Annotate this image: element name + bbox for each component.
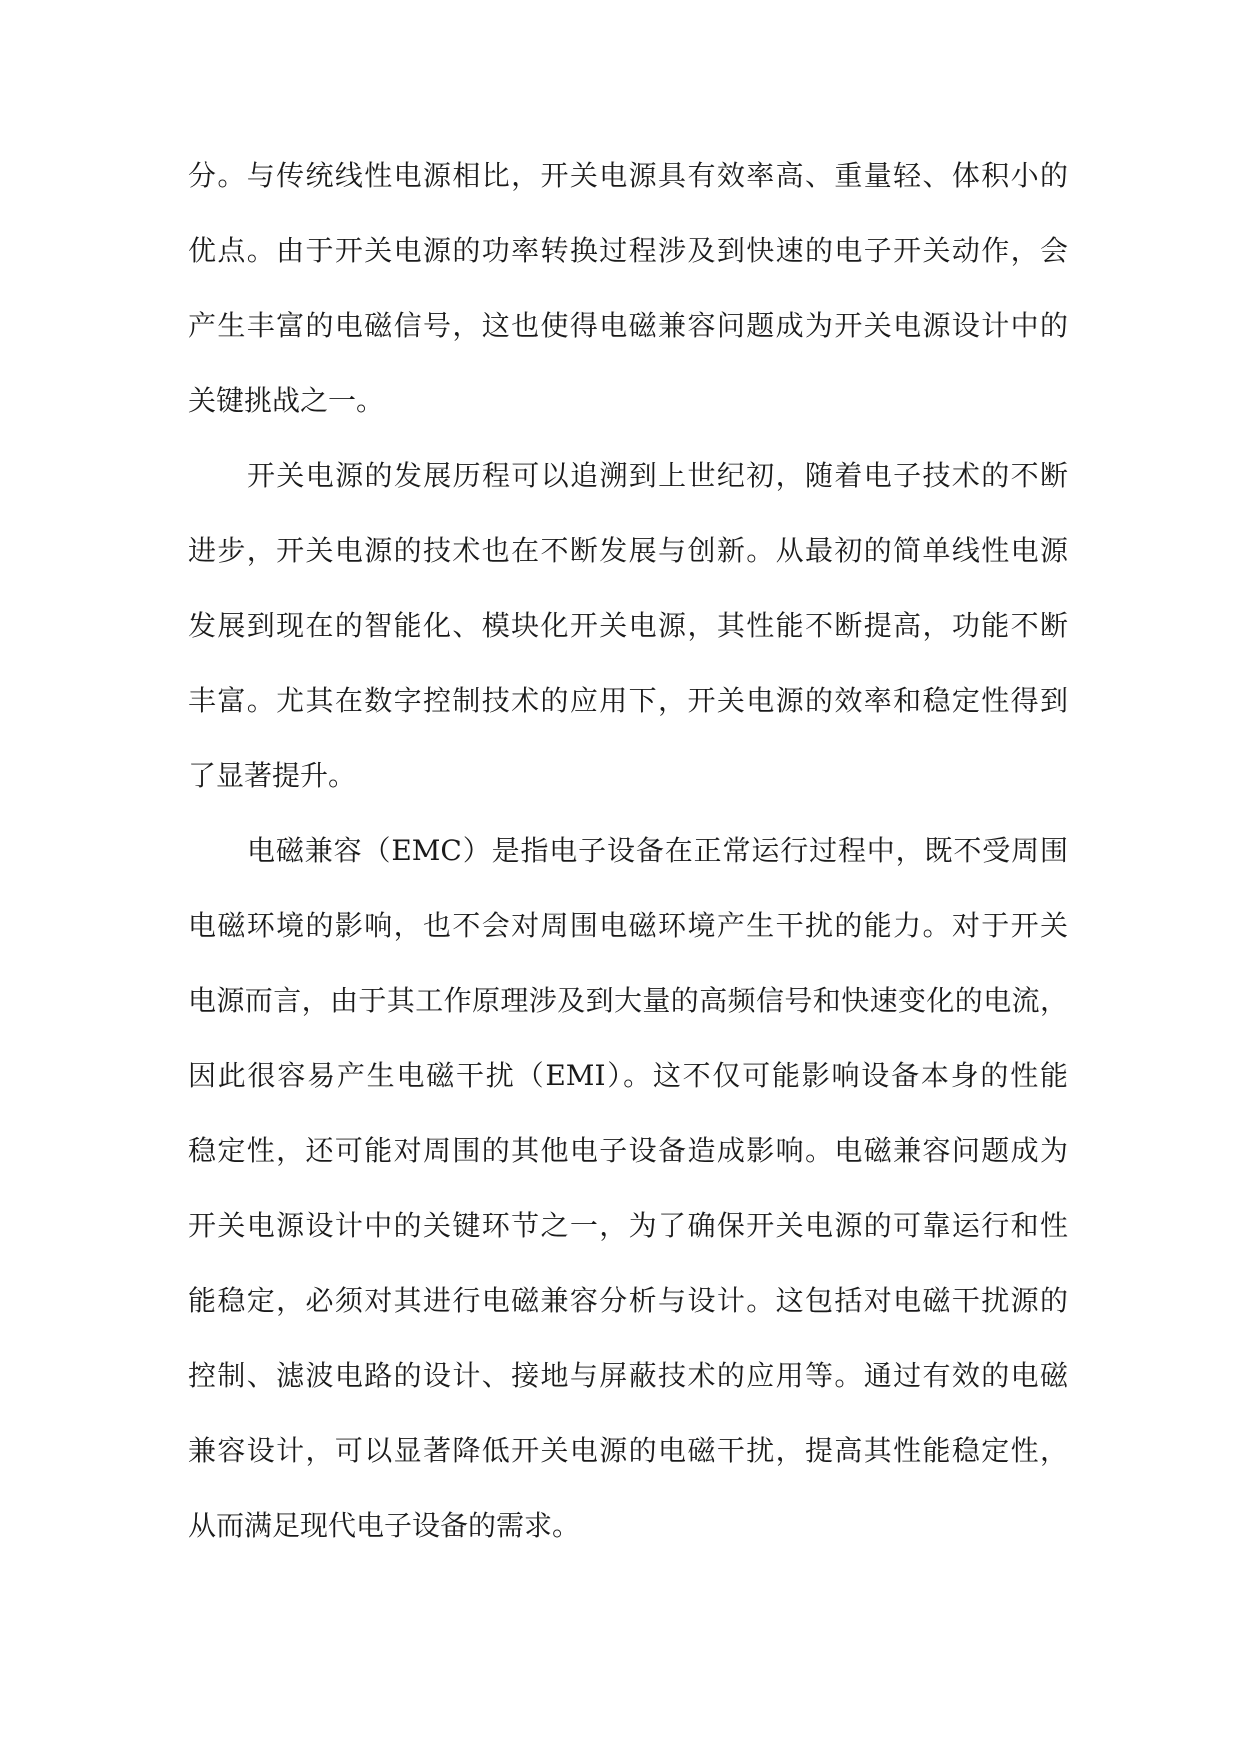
body-text	[188, 138, 1068, 1563]
text-line: 开关电源设计中的关键环节之一，为了确保开关电源的可靠运行和性	[188, 1209, 1068, 1242]
text-line: 电磁环境的影响，也不会对周围电磁环境产生干扰的能力。对于开关	[188, 909, 1068, 942]
text-line: 控制、滤波电路的设计、接地与屏蔽技术的应用等。通过有效的电磁	[188, 1359, 1068, 1392]
text-line: 稳定性，还可能对周围的其他电子设备造成影响。电磁兼容问题成为	[188, 1134, 1068, 1167]
text-line: 优点。由于开关电源的功率转换过程涉及到快速的电子开关动作，会	[188, 234, 1068, 267]
text-line: 开关电源的发展历程可以追溯到上世纪初，随着电子技术的不断	[247, 459, 1068, 492]
text-line: 进步，开关电源的技术也在不断发展与创新。从最初的简单线性电源	[188, 534, 1068, 567]
text-line: 了显著提升。	[188, 759, 357, 792]
text-line: 因此很容易产生电磁干扰（EMI）。这不仅可能影响设备本身的性能	[188, 1059, 1068, 1092]
text-line: 兼容设计，可以显著降低开关电源的电磁干扰，提高其性能稳定性，	[188, 1434, 1068, 1467]
text-line: 电磁兼容（EMC）是指电子设备在正常运行过程中，既不受周围	[247, 834, 1068, 867]
text-line: 分。与传统线性电源相比，开关电源具有效率高、重量轻、体积小的	[188, 159, 1068, 192]
text-line: 产生丰富的电磁信号，这也使得电磁兼容问题成为开关电源设计中的	[188, 309, 1068, 342]
text-line: 发展到现在的智能化、模块化开关电源，其性能不断提高，功能不断	[188, 609, 1068, 642]
text-line: 从而满足现代电子设备的需求。	[188, 1509, 581, 1542]
text-line: 丰富。尤其在数字控制技术的应用下，开关电源的效率和稳定性得到	[188, 684, 1068, 717]
text-line: 电源而言，由于其工作原理涉及到大量的高频信号和快速变化的电流，	[188, 984, 1068, 1017]
text-line: 能稳定，必须对其进行电磁兼容分析与设计。这包括对电磁干扰源的	[188, 1284, 1068, 1317]
text-line: 关键挑战之一。	[188, 384, 385, 417]
